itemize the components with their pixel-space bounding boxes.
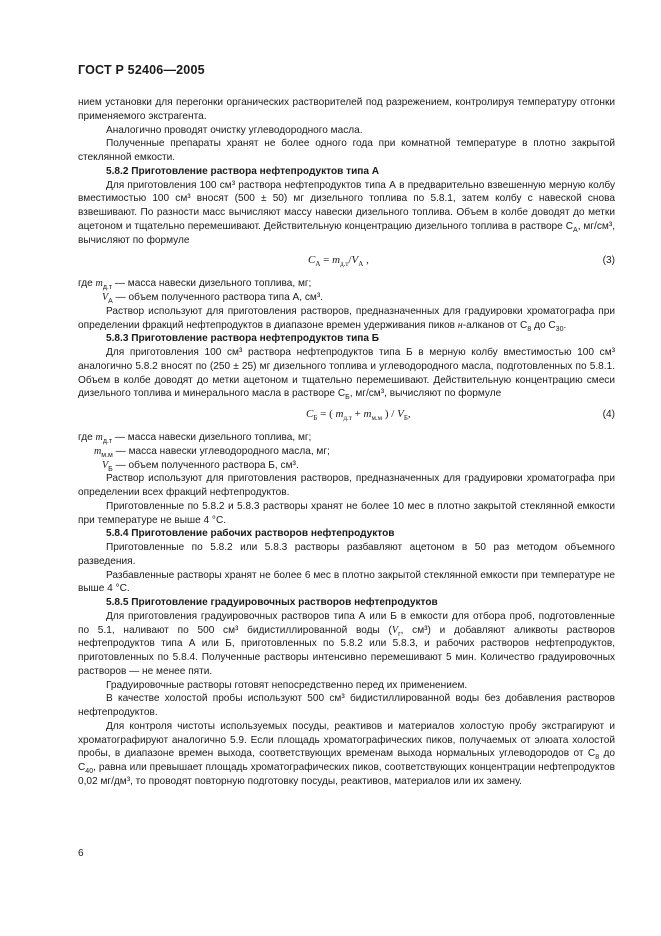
paragraph-intro: нием установки для перегонки органических растворителей под разрежением, контролируя температуру отгонки применяемого экстрагента. [78, 97, 615, 122]
paragraph-5-8-2-use: Раствор используют для приготовления растворов, предназначенных для градуировки хроматографа при определении фракций нефтепродуктов в диапазоне времен удерживания пиков н-алканов от $С_8$ до $С_{30}$. [78, 305, 615, 333]
paragraph-5-8-4-dilution: Приготовленные по 5.8.2 или 5.8.3 растворы разбавляют ацетоном в 50 раз методом объемного разведения. [78, 542, 615, 567]
paragraph-5-8-3-storage: Приготовленные по 5.8.2 и 5.8.3 растворы хранят не более 10 мес в плотно закрытой стеклянной емкости при температуре не выше 4 °С. [78, 500, 615, 526]
paragraph-5-8-3-use: Раствор используют для приготовления растворов, предназначенных для градуировки хроматографа при определении всех фракций нефтепродуктов. [78, 473, 615, 498]
paragraph-5-8-5-control: Для контроля чистоты используемых посуды, реактивов и материалов холостую пробу экстрагируют и хроматографируют аналогично 5.9. Если площадь хроматографических пиков, получаемых от элюата холостой пробы, в диапазоне времен выхода, соответствующих временам выхода нормальных углеводородов от $С_8$ до $С_{40}$, равна или превышает площадь хроматографических пиков, соответствующих концентрации нефтепродуктов 0,02 мг/дм³, то проводят повторную подготовку посуды, реактивов, материалов или их замену. [78, 720, 615, 787]
paragraph-oil: Аналогично проводят очистку углеводородного масла. [106, 124, 363, 136]
section-heading-5-8-3: 5.8.3 Приготовление раствора нефтепродуктов типа Б [106, 333, 380, 345]
where-line-m-mm: $m_{м.м}$ — масса навески углеводородного масла, мг; [94, 445, 330, 459]
formula-3-number: (3) [602, 255, 615, 267]
where-line-v-b: $V_Б$ — объем полученного раствора Б, см³. [102, 459, 299, 473]
paragraph-5-8-5-timing: Градуировочные растворы готовят непосредственно перед их применением. [106, 679, 468, 691]
section-heading-5-8-5: 5.8.5 Приготовление градуировочных растворов нефтепродуктов [106, 597, 438, 608]
formula-3-expression: $C_A = m_{д.т}/V_A$ , [308, 254, 369, 269]
paragraph-5-8-5-prep: Для приготовления градуировочных растворов типа А или Б в емкости для отбора проб, подготовленные по 5.1, наливают по 500 см³ бидистиллированной воды ($V_г$, см³) и добавляют аликвоты растворов нефтепродуктов типа А или Б, приготовленных по 5.8.2 или 5.8.3, и рабочих растворов нефтепродуктов, приготовленных по 5.8.4. Полученные растворы интенсивно перемешивают 5 мин. Количество градуировочных растворов — не менее пяти. [78, 610, 615, 677]
page-number: 6 [78, 848, 84, 859]
formula-4 [78, 403, 615, 429]
document-header: ГОСТ Р 52406—2005 [78, 63, 205, 77]
paragraph-5-8-3-prep: Для приготовления 100 см³ раствора нефтепродуктов типа Б в мерную колбу вместимостью 100 см³ аналогично 5.8.2 вносят по (250 ± 25) мг дизельного топлива и углеводородного масла, подготовленных по 5.8.1. Объем в колбе доводят до метки ацетоном и тщательно перемешивают. Действительную концентрацию смеси дизельного топлива и минерального масла в растворе $С_Б$, мг/см³, вычисляют по формуле [78, 347, 615, 402]
paragraph-storage: Полученные препараты хранят не более одного года при комнатной температуре в плотно закрытой стеклянной емкости. [78, 138, 615, 163]
paragraph-5-8-5-blank: В качестве холостой пробы используют 500 см³ бидистиллированной воды без добавления растворов нефтепродуктов. [78, 693, 615, 718]
formula-4-expression: $C_Б$ = ( $m_{д.т} + m_{м.м}$ ) / $V_Б$, [306, 408, 411, 423]
document-body [78, 96, 615, 789]
formula-4-number: (4) [602, 409, 615, 420]
where-line-m-dt: где $m_{д.т}$ — масса навески дизельного топлива, мг; [78, 278, 312, 292]
section-heading-5-8-4: 5.8.4 Приготовление рабочих растворов нефтепродуктов [106, 528, 395, 540]
where-line-v-a: $V_А$ — объем полученного раствора типа А, см³. [102, 292, 324, 306]
where-line-m-dt-2: где $m_{д.т}$ — масса навески дизельного топлива, мг; [78, 432, 312, 446]
section-heading-5-8-2: 5.8.2 Приготовление раствора нефтепродуктов типа А [106, 165, 380, 177]
paragraph-5-8-4-storage: Разбавленные растворы хранят не более 6 мес в плотно закрытой стеклянной емкости при температуре не выше 4 °С. [78, 569, 615, 595]
paragraph-5-8-2-prep: Для приготовления 100 см³ раствора нефтепродуктов типа А в предварительно взвешенную мерную колбу вместимостью 100 см³ вносят (500 ± 50) мг дизельного топлива по 5.8.1, затем колбу с навеской снова взвешивают. По разности масс вычисляют массу навески дизельного топлива. Объем в колбе доводят до метки ацетоном и тщательно перемешивают. Действительную концентрацию дизельного топлива в растворе $С_А$, мг/см³, вычисляют по формуле [78, 179, 616, 246]
formula-3 [78, 249, 615, 275]
